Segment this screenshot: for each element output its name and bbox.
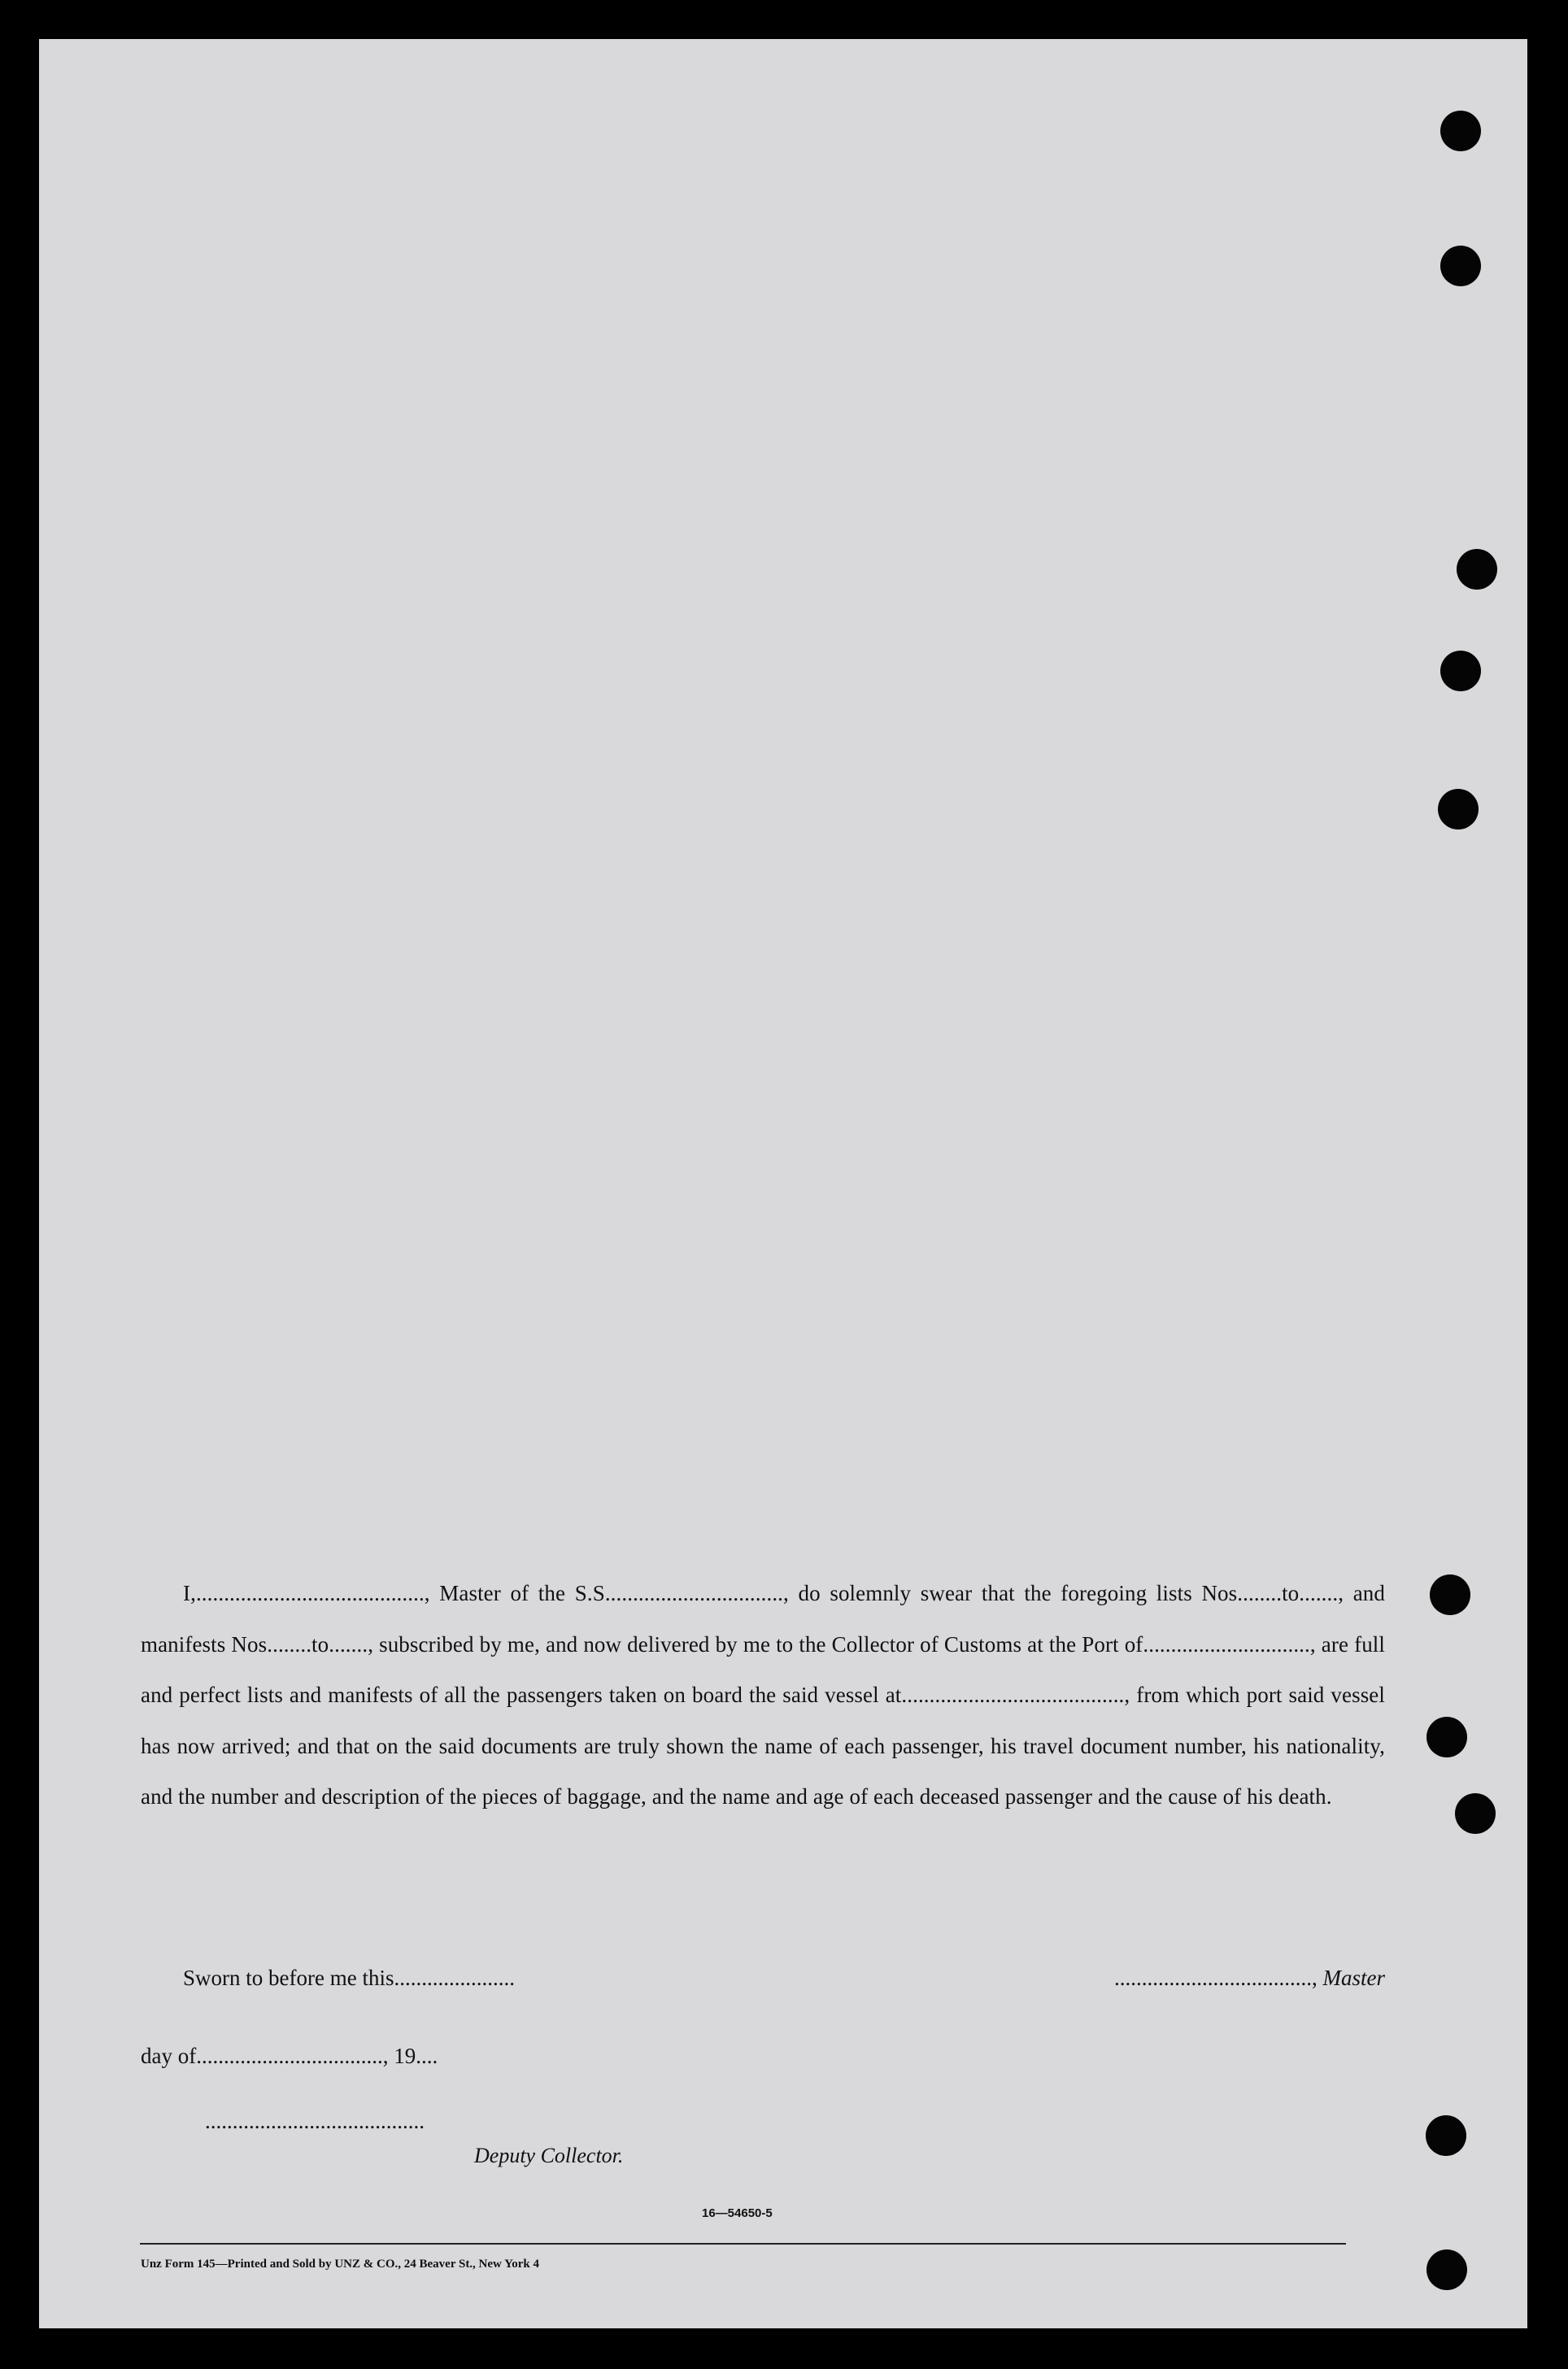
punch-hole — [1440, 111, 1481, 151]
deputy-label-text: Deputy Collector. — [474, 2144, 624, 2167]
punch-hole — [1426, 2249, 1467, 2290]
manifest-back-page — [39, 39, 1527, 2328]
punch-hole — [1457, 549, 1497, 590]
footer-rule — [140, 2243, 1346, 2245]
form-number: 16—54650-5 — [702, 2206, 773, 2220]
punch-hole — [1440, 651, 1481, 691]
punch-hole — [1455, 1793, 1496, 1834]
deputy-collector-label — [474, 2144, 623, 2168]
oath-text: I,........................................., Master of the S.S................................, do solemnly swear that the foregoing lists Nos........to......., and manifests Nos........to......., subscribed by me, and now delivered by me to the Collector of Customs at the Port of.............................., are full and perfect lists and manifests of all the passengers taken on board the said vessel at........................................, from which port said vessel has now arrived; and that on the said documents are truly shown the name of each passenger, his travel document number, his nationality, and the number and description of the pieces of baggage, and the name and age of each deceased passenger and the cause of his death. — [141, 1581, 1385, 1809]
sworn-line: Sworn to before me this...................... — [183, 1966, 515, 1990]
punch-hole — [1430, 1574, 1470, 1615]
deputy-signature-dots: ........................................ — [205, 2109, 425, 2133]
punch-hole — [1426, 2115, 1466, 2156]
master-oath — [141, 1568, 1385, 1822]
punch-hole — [1438, 789, 1479, 830]
punch-hole — [1426, 1717, 1467, 1757]
punch-hole — [1440, 246, 1481, 286]
day-line: day of.................................., 19.... — [141, 2044, 438, 2068]
printer-footer: Unz Form 145—Printed and Sold by UNZ & CO., 24 Beaver St., New York 4 — [141, 2258, 539, 2271]
master-label: Master — [1322, 1966, 1385, 1990]
master-signature-dots: ...................................., — [1114, 1966, 1318, 1990]
master-signature-line — [1114, 1966, 1385, 1991]
